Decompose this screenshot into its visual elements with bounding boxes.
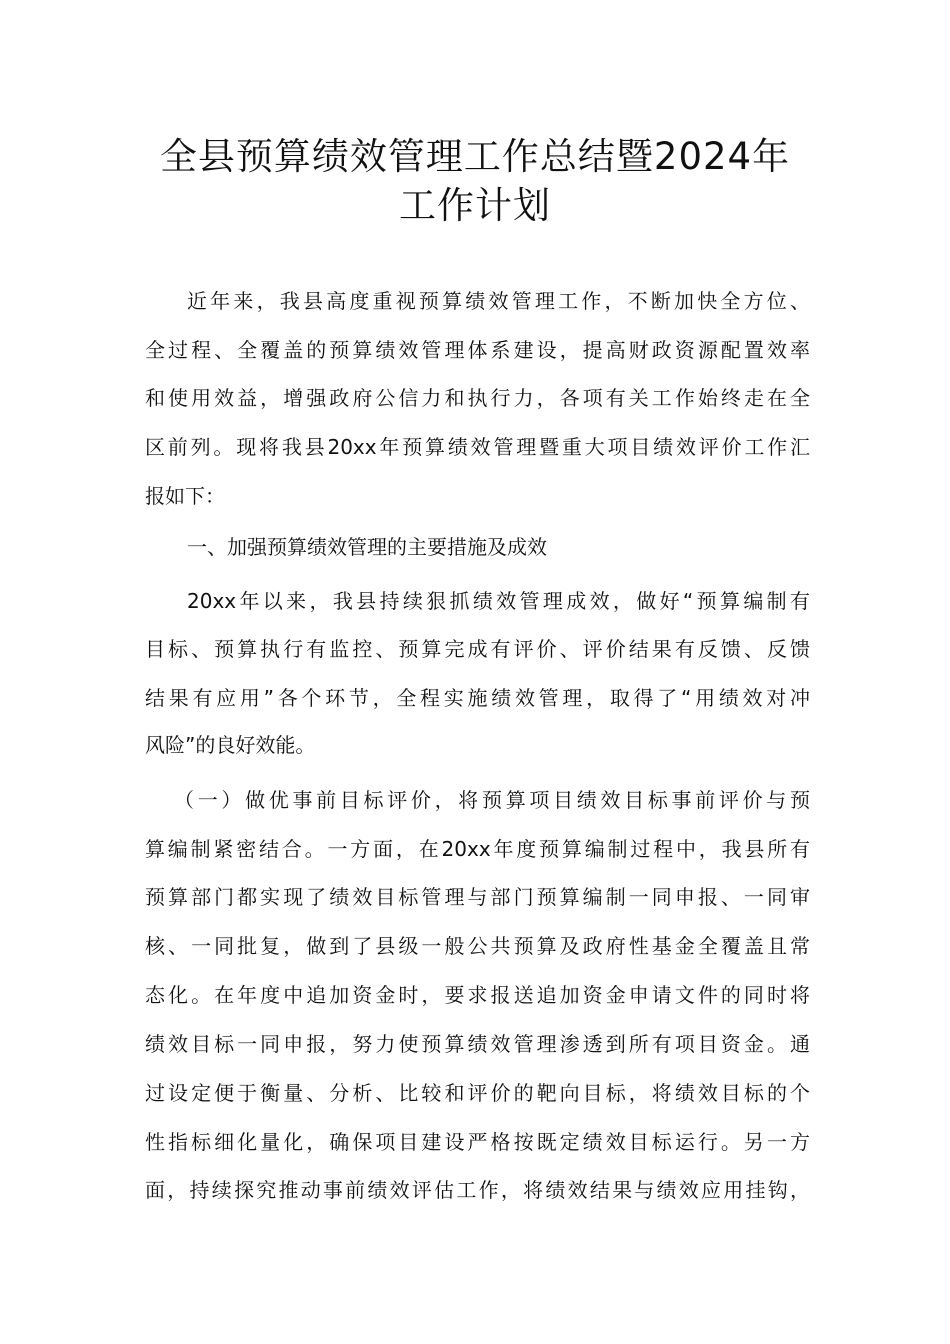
document-title-line-1: 全县预算绩效管理工作总结暨2024年 [159,135,791,178]
body-line-8: 目标、预算执行有监控、预算完成有评价、评价结果有反馈、反馈 [145,637,810,661]
body-line-2: 全过程、全覆盖的预算绩效管理体系建设，提高财政资源配置效率 [145,338,810,362]
body-line-15: 态化。在年度中追加资金时，要求报送追加资金申请文件的同时将 [145,983,810,1007]
body-line-12: 算编制紧密结合。一方面，在20xx年度预算编制过程中，我县所有 [145,837,810,861]
body-line-19: 面，持续探究推动事前绩效评估工作，将绩效结果与绩效应用挂钩， [145,1178,810,1202]
body-line-9: 结果有应用”各个环节，全程实施绩效管理，取得了“用绩效对冲 [145,686,810,710]
body-line-16: 绩效目标一同申报，努力使预算绩效管理渗透到所有项目资金。通 [145,1032,810,1056]
body-line-3: 和使用效益，增强政府公信力和执行力，各项有关工作始终走在全 [145,386,810,410]
body-line-14: 核、一同批复，做到了县级一般公共预算及政府性基金全覆盖且常 [145,934,810,958]
subsection-line-1: （一）做优事前目标评价，将预算项目绩效目标事前评价与预 [174,788,810,812]
body-line-1: 近年来，我县高度重视预算绩效管理工作，不断加快全方位、 [187,289,810,313]
body-line-18: 性指标细化量化，确保项目建设严格按既定绩效目标运行。另一方 [145,1130,810,1154]
body-line-13: 预算部门都实现了绩效目标管理与部门预算编制一同申报、一同审 [145,885,810,909]
body-line-5: 报如下： [145,484,225,508]
document-title-line-2: 工作计划 [399,184,551,227]
body-line-10: 风险”的良好效能。 [145,733,316,757]
body-line-4: 区前列。现将我县20xx年预算绩效管理暨重大项目绩效评价工作汇 [145,435,810,459]
body-line-17: 过设定便于衡量、分析、比较和评价的靶向目标，将绩效目标的个 [145,1081,810,1105]
section-heading-1: 一、加强预算绩效管理的主要措施及成效 [187,535,547,559]
body-line-7: 20xx年以来，我县持续狠抓绩效管理成效，做好“预算编制有 [187,589,810,613]
